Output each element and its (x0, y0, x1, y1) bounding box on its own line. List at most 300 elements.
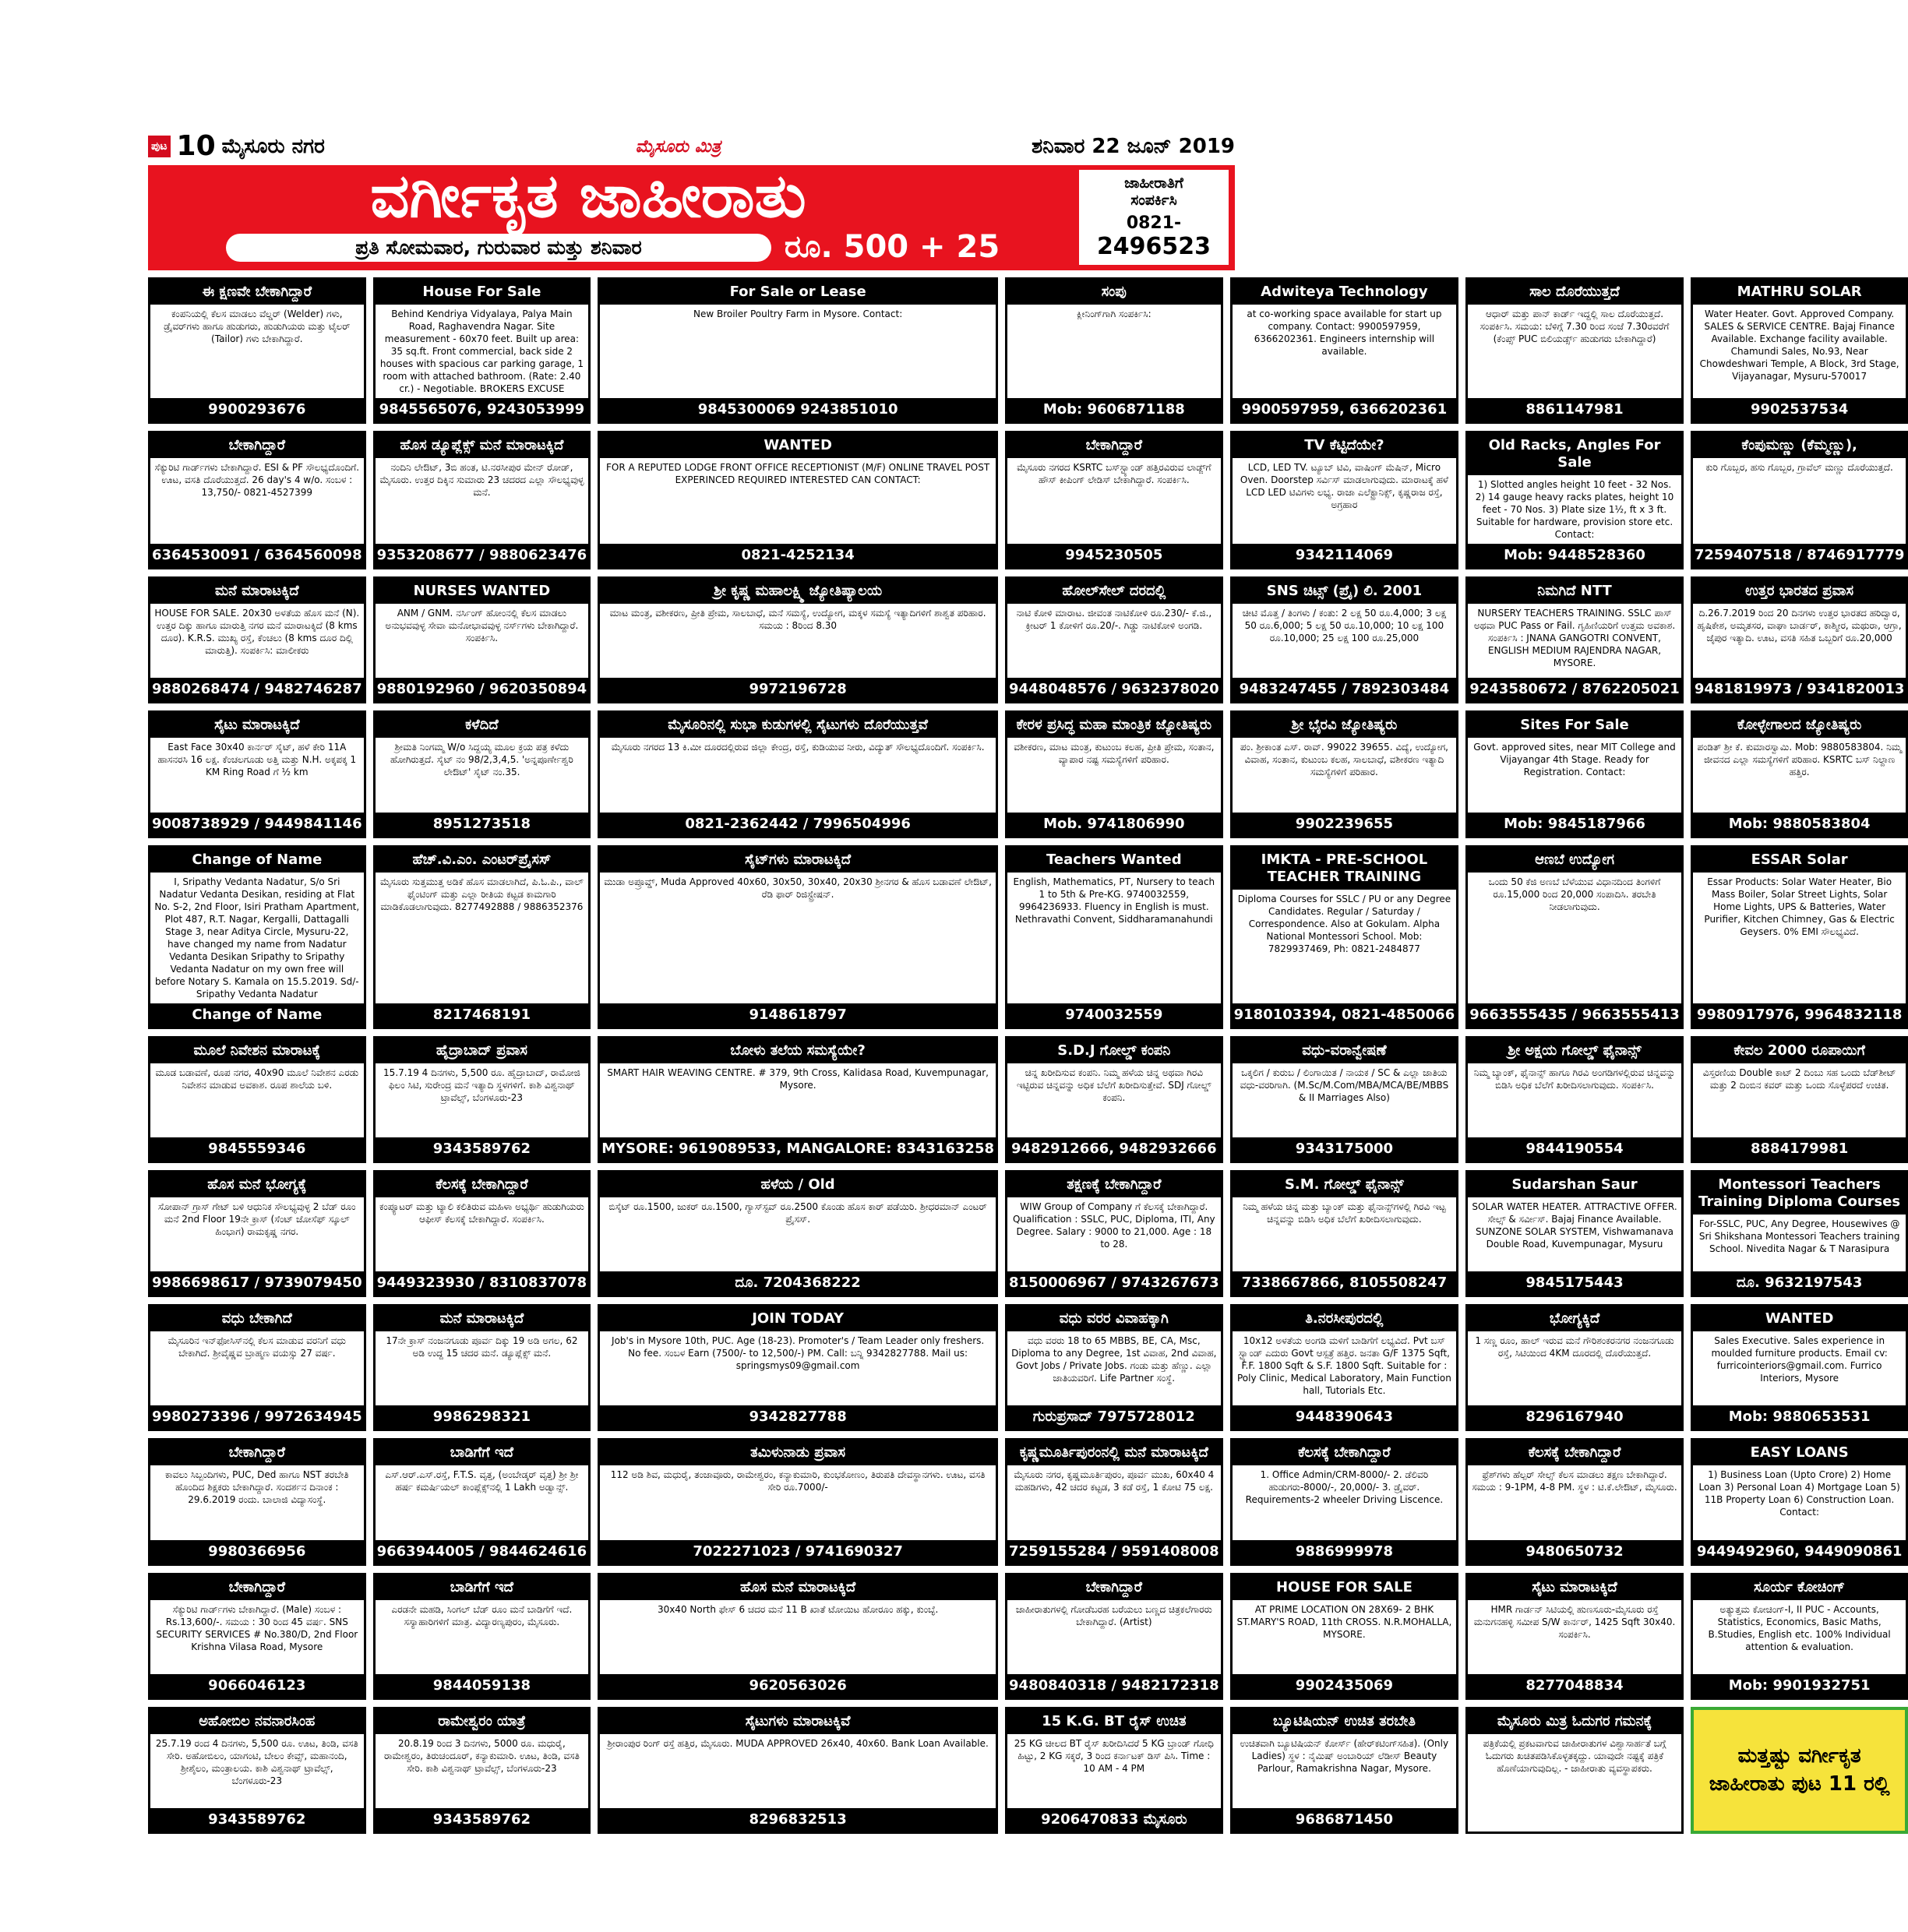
ad-body: ANM / GNM. ನರ್ಸಿಂಗ್ ಹೋಂನಲ್ಲಿ ಕೆಲಸ ಮಾಡಲು ಅನುಭವವುಳ್ಳ ಸೇವಾ ಮನೋಭಾವವುಳ್ಳ ನರ್ಸ್‌ಗಳು ಬೇಕಾಗಿದ್ದಾರೆ. ಸಂಪರ್ಕಿಸಿ. (385, 608, 579, 643)
ad-phone: Change of Name (150, 1003, 364, 1027)
ad-phone: 8150006967 / 9743267673 (1007, 1271, 1221, 1295)
classified-ad (148, 1573, 366, 1700)
classified-ad (1005, 1170, 1223, 1297)
classified-ad (1691, 1170, 1908, 1297)
ad-body: ಪತ್ರಿಕೆಯಲ್ಲಿ ಪ್ರಕಟವಾಗುವ ಜಾಹೀರಾತುಗಳ ವಿಶ್ವಾಸಾರ್ಹತೆ ಬಗ್ಗೆ ಓದುಗರು ಖಚಿತಪಡಿಸಿಕೊಳ್ಳತಕ್ಕದ್ದು. ಯಾವುದೇ ನಷ್ಟಕ್ಕೆ ಪತ್ರಿಕೆ ಹೊಣೆಯಾಗುವುದಿಲ್ಲ. - ಜಾಹೀರಾತು ವ್ಯವಸ್ಥಾಪಕರು. (1483, 1737, 1666, 1774)
ad-phone: 0821-4252134 (600, 544, 996, 567)
ad-phone: 9845559346 (150, 1137, 364, 1161)
ad-phone: ದೂ. 7204368222 (600, 1271, 996, 1295)
ad-phone: 9449492960, 9449090861 (1693, 1540, 1906, 1564)
classified-ad (148, 710, 366, 837)
ad-body: ಮತ್ತಷ್ಟು ವರ್ಗೀಕೃತ ಜಾಹೀರಾತು ಪುಟ 11 ರಲ್ಲಿ (1709, 1744, 1890, 1796)
ad-body: 1) Business Loan (Upto Crore) 2) Home Loan 3) Personal Loan 4) Mortgage Loan 5) 11B Property Loan 6) Construction Loan. Contact: (1698, 1469, 1900, 1518)
ad-title: ಕೋಳ್ಳೇಗಾಲದ ಜ್ಯೋತಿಷ್ಯರು (1693, 713, 1906, 738)
page-number: 10 (176, 130, 216, 162)
ad-body: ಮುಡಾ ಅಪ್ರೂವ್ಡ್, Muda Approved 40x60, 30x50, 30x40, 20x30 ಶ್ರೀನಗರ & ಹೊಸ ಬಡಾವಣೆ ಲೇಔಟ್, ರೆಡಿ ಫಾರ್ ರಿಜಿಸ್ಟ್ರೇಷನ್. (604, 876, 992, 900)
ad-title: ಸೈಟ್‌ಗಳು ಮಾರಾಟಕ್ಕಿದೆ (600, 848, 996, 873)
classified-ad (148, 431, 366, 569)
ad-body: ವಿಸ್ತರಣಿಯ Double ಕಾಟ್ 2 ದಿಂಬು ಸಹ ಒಂದು ಬೆಡ್‌ಶೀಟ್ ಮತ್ತು 2 ದಿಂಬಿನ ಕವರ್ ಮತ್ತು ಒಂದು ಸೊಳ್ಳೆಪರದೆ ಉಚಿತ. (1702, 1066, 1896, 1091)
classified-ad (148, 1304, 366, 1431)
ad-phone: Mob: 9448528360 (1468, 544, 1681, 567)
classified-ad (1465, 1438, 1684, 1565)
ad-title: House For Sale (376, 280, 589, 305)
ad-body: Govt. approved sites, near MIT College and Vijayangar 4th Stage. Ready for Registration. Contact: (1473, 742, 1676, 778)
ad-title: ನಿಮಗಿದೆ NTT (1468, 579, 1681, 604)
ad-body: ಎಸ್.ಆರ್.ಎಸ್.ರಸ್ತೆ, F.T.S. ವೃತ್ತ, (ಅಂಬೇಡ್ಕರ್ ವೃತ್ತ) ಶ್ರೀ ಶ್ರೀ ಹರ್ಷ ಕಮರ್ಷಿಯಲ್ ಕಾಂಪ್ಲೆಕ್ಸ್‌ನಲ್ಲಿ 1 Lakh ಅಡ್ವಾನ್ಸ್. (385, 1469, 579, 1493)
ad-body: FOR A REPUTED LODGE FRONT OFFICE RECEPTIONIST (M/F) ONLINE TRAVEL POST EXPERINCED REQUIRED INTERESTED CAN CONTACT: (606, 462, 990, 485)
ad-body: SMART HAIR WEAVING CENTRE. # 379, 9th Cross, Kalidasa Road, Kuvempunagar, Mysore. (607, 1066, 989, 1091)
ad-body: WIW Group of Company ಗೆ ಕೆಲಸಕ್ಕೆ ಬೇಕಾಗಿದ್ದಾರೆ. Qualification : SSLC, PUC, Diploma, ITI, Any Degree. Salary : 9000 to 21,000. Age : 18 to 28. (1012, 1200, 1215, 1250)
ad-title: ವಧು ವರರ ವಿವಾಹಕ್ಕಾಗಿ (1007, 1306, 1221, 1331)
ad-body: ಕಂಪ್ಯೂಟರ್ ಮತ್ತು ಟ್ಯಾಲಿ ಕಲಿತಿರುವ ಮಹಿಳಾ ಅಭ್ಯರ್ಥಿ ಹುಡುಗಿಯರು ಆಫೀಸ್ ಕೆಲಸಕ್ಕೆ ಬೇಕಾಗಿದ್ದಾರೆ. ಸಂಪರ್ಕಿಸಿ. (379, 1200, 584, 1225)
classified-ad (1005, 1438, 1223, 1565)
ad-phone: 9343175000 (1233, 1137, 1457, 1161)
ad-body: English, Mathematics, PT, Nursery to teach 1 to 5th & Pre-KG. 9740032559, 9964236933. Fluency in English is must. Nethravathi Convent, Siddharamanahundi (1013, 876, 1215, 925)
ad-body: ಬಿಸ್ಕೆಟ್ ರೂ.1500, ಜುಕರ್ ರೂ.1500, ಗ್ಯಾಸ್‌ಸ್ಟವ್ ರೂ.2500 ಕೊಂಡು ಹೊಸ ಕಾರ್ ಪಡೆಯಿರಿ. ಶ್ರೀಧರಮಾನ್ ಎಂಟರ್ ಪ್ರೈಸಸ್. (608, 1200, 987, 1225)
ad-body: ಸೋಪಾನ್ ಗ್ರಾಸ್ ಗೇಟ್ ಬಳಿ ಆಧುನಿಕ ಸೌಲಭ್ಯವುಳ್ಳ 2 ಬೆಡ್ ರೂಂ ಮನೆ 2nd Floor 19ನೇ ಕ್ರಾಸ್ (ಸೆಂಟ್ ಜೋಸೆಫ್ ಸ್ಕೂಲ್ ಹಿಂಭಾಗ) ರಾಮಕೃಷ್ಣ ನಗರ. (158, 1200, 356, 1237)
ad-body: Water Heater. Govt. Approved Company. SALES & SERVICE CENTRE. Bajaj Finance Available. Exchange facility available. Chamundi Sales, No.93, Near Chowdeshwari Temple, A Block, 3rd Stage, Vijayanagar, Mysuru-570017 (1699, 308, 1899, 382)
ad-phone: Mob: 9845187966 (1468, 813, 1681, 836)
ad-title: ಬೇಕಾಗಿದ್ದಾರೆ (1007, 433, 1221, 458)
ad-phone: 8861147981 (1468, 398, 1681, 421)
classified-ad (373, 845, 591, 1029)
ad-phone: 9980366956 (150, 1540, 364, 1564)
ad-phone: 9902537534 (1693, 398, 1906, 421)
ad-title: ಬೋಳು ತಲೆಯ ಸಮಸ್ಯೆಯೇ? (600, 1038, 996, 1063)
classified-ad (598, 277, 998, 424)
ad-title: For Sale or Lease (600, 280, 996, 305)
ad-body: NURSERY TEACHERS TRAINING. SSLC ಪಾಸ್ ಅಥವಾ PUC Pass or Fail. ಗೃಹಿಣಿಯರಿಗೆ ಉತ್ತಮ ಅವಕಾಶ. ಸಂಪರ್ಕಿಸಿ : JNANA GANGOTRI CONVENT, ENGLISH MEDIUM RAJENDRA NAGAR, MYSORE. (1473, 608, 1676, 668)
ad-title: ಹೊಸ ಮನೆ ಭೋಗ್ಯಕ್ಕೆ (150, 1172, 364, 1197)
ad-phone: 9066046123 (150, 1674, 364, 1698)
classified-ad (1691, 1304, 1908, 1431)
ad-title: ಉತ್ತರ ಭಾರತದ ಪ್ರವಾಸ (1693, 579, 1906, 604)
ad-body: ಮೂಡ ಬಡಾವಣೆ, ರೂಪ ನಗರ, 40x90 ಮೂಲೆ ನಿವೇಶನ ಎರಡು ನಿವೇಶನ ಮಾಡುವ ಅವಕಾಶ. ರೂಪ ಶಾಲೆಯ ಬಳಿ. (155, 1066, 359, 1091)
banner-subtitle: ಪ್ರತಿ ಸೋಮವಾರ, ಗುರುವಾರ ಮತ್ತು ಶನಿವಾರ (226, 234, 771, 262)
ad-phone: 9740032559 (1007, 1003, 1221, 1027)
ad-title: ಹೈದ್ರಾಬಾದ್ ಪ್ರವಾಸ (376, 1038, 589, 1063)
ad-title: TV ಕೆಟ್ಟಿದೆಯೇ? (1233, 433, 1457, 458)
ad-body: ಶ್ರೀರಾಂಪುರ ರಿಂಗ್ ರಸ್ತೆ ಹತ್ತಿರ, ಮೈಸೂರು. MUDA APPROVED 26x40, 40x60. Bank Loan Available. (607, 1737, 989, 1749)
ad-body: ನಾಟಿ ಕೋಳಿ ಮಾರಾಟ. ಜೀವಂತ ನಾಟಿಕೋಳಿ ರೂ.230/- ಕೆ.ಜಿ., ಕ್ರೀಟರ್ 1 ಕೋಳಿಗೆ ರೂ.20/-. ಗಿಡ್ಡು ನಾಟಿಕೋಳಿ ಅಂಗಡಿ. (1016, 608, 1212, 631)
ad-title: WANTED (1693, 1306, 1906, 1331)
ad-body: ನಿಮ್ಮ ಹಳೆಯ ಚಿನ್ನ ಮತ್ತು ಬ್ಯಾಂಕ್ ಮತ್ತು ಫೈನಾನ್ಸ್‌ಗಳಲ್ಲಿ ಗಿರವಿ ಇಟ್ಟ ಚಿನ್ನವನ್ನು ಬಿಡಿಸಿ ಅಧಿಕ ಬೆಲೆಗೆ ಖರೀದಿಸಲಾಗುವುದು. (1243, 1200, 1446, 1225)
ad-body: ಉಚಿತವಾಗಿ ಬ್ಯೂಟಿಷಿಯನ್ ಕೋರ್ಸ್ (ಹೇರ್‌ಕಟಿಂಗ್‌ಸಹಿತ). (Only Ladies) ಸ್ಥಳ : ನೈಮಿಷ್ ಅಂಬಾರಿಯ್ ಲೆಡೀಸ್ Beauty Parlour, Ramakrishna Nagar, Mysore. (1240, 1737, 1449, 1774)
classified-ad (1465, 710, 1684, 837)
ad-body: ಆಧಾರ್ ಮತ್ತು ಪಾನ್ ಕಾರ್ಡ್ ಇದ್ದಲ್ಲಿ ಸಾಲ ದೊರೆಯುತ್ತದೆ. ಸಂಪರ್ಕಿಸಿ. ಸಮಯ: ಬೆಳಿಗ್ಗೆ 7.30 ರಿಂದ ಸಂಜೆ 7.30ರವರೆಗೆ (ಕೆಂಪ್ಸ್ PUC ಬಿಲಿಯರ್ಡ್ಸ್ ಹುಡುಗರು ಬೇಕಾಗಿದ್ದಾರೆ) (1479, 308, 1670, 344)
ad-phone: 7259155284 / 9591408008 (1007, 1540, 1221, 1564)
ad-phone: 9945230505 (1007, 544, 1221, 567)
ad-phone: Mob: 9880653531 (1693, 1405, 1906, 1429)
ad-phone: 9343589762 (376, 1808, 589, 1832)
classified-ad (1230, 1438, 1459, 1565)
contact-line-3: 0821- (1126, 213, 1182, 233)
ad-title: ಆಣಬೆ ಉದ್ಯೋಗ (1468, 848, 1681, 873)
ad-phone: 9663944005 / 9844624616 (376, 1540, 589, 1564)
ad-title: S.D.J ಗೋಲ್ಡ್ ಕಂಪನಿ (1007, 1038, 1221, 1063)
banner-contact-box (1079, 170, 1229, 265)
page-indicator (148, 131, 325, 162)
ad-title: ಸಂಪು (1007, 280, 1221, 305)
ad-title: ಮೂಲೆ ನಿವೇಶನ ಮಾರಾಟಕ್ಕೆ (150, 1038, 364, 1063)
classified-ad (1691, 1707, 1908, 1834)
classified-ads-grid (148, 277, 1905, 1834)
classified-ad (1465, 1036, 1684, 1163)
classified-ad (373, 277, 591, 424)
ad-phone: 9008738929 / 9449841146 (150, 813, 364, 836)
ad-body: Essar Products: Solar Water Heater, Bio Mass Boiler, Solar Street Lights, Solar Home Lights, UPS & Batteries, Water Purifier, Kitchen Chimney, Gas & Electric Geysers. 0% EMI ಸೌಲಭ್ಯವಿದೆ. (1704, 876, 1895, 937)
classified-ad (1691, 576, 1908, 703)
ad-phone: 9449323930 / 8310837078 (376, 1271, 589, 1295)
classified-ad (1691, 431, 1908, 569)
ad-phone: 9686871450 (1233, 1808, 1457, 1832)
classified-ad (598, 431, 998, 569)
ad-phone: 9180103394, 0821-4850066 (1233, 1003, 1457, 1027)
ad-body: ಮೈಸೂರು ನಗರದ KSRTC ಬಸ್‌ಸ್ಟ್ಯಾಂಡ್ ಹತ್ತಿರವಿರುವ ಲಾಡ್ಜ್‌ಗೆ ಹೌಸ್ ಕೀಪಿಂಗ್ ಲೇಡಿಸ್ ಬೇಕಾಗಿದ್ದಾರೆ. ಸಂಪರ್ಕಿಸಿ. (1017, 462, 1211, 485)
classified-ad (1691, 1438, 1908, 1565)
ad-title: ಕೇವಲ 2000 ರೂಪಾಯಿಗೆ (1693, 1038, 1906, 1063)
ad-title: ಸೈಟು ಮಾರಾಟಕ್ಕಿದೆ (150, 713, 364, 738)
ad-body: 17ನೇ ಕ್ರಾಸ್ ನಂಜನಗೂಡು ಪೂರ್ವ ದಿಕ್ಕು 19 ಅಡಿ ಅಗಲ, 62 ಅಡಿ ಉದ್ದ 15 ಚದರ ಮನೆ. ಡ್ಯೂಪ್ಲೆಕ್ಸ್ ಮನೆ. (386, 1335, 578, 1359)
ad-phone: 8217468191 (376, 1003, 589, 1027)
ad-phone: 9880192960 / 9620350894 (376, 678, 589, 701)
ad-phone: 9343589762 (376, 1137, 589, 1161)
ad-title: EASY LOANS (1693, 1440, 1906, 1465)
ad-body: SOLAR WATER HEATER. ATTRACTIVE OFFER. ಸೇಲ್ಸ್ & ಸರ್ವೀಸ್. Bajaj Finance Available. SUNZONE SOLAR SYSTEM, Vishwamanava Double Road, Kuvempunagar, Mysuru (1472, 1200, 1677, 1250)
ad-body: 25.7.19 ರಂದ 4 ದಿನಗಳು, 5,500 ರೂ. ಊಟ, ತಿಂಡಿ, ವಸತಿ ಸೇರಿ. ಅಹೋಬಿಲಂ, ಯಾಗಂಟಿ, ಬೇಲಂ ಕೇವ್ಸ್, ಮಹಾನಂದಿ, ಶ್ರೀಶೈಲಂ, ಮಂತ್ರಾಲಯ. ಕಾಶಿ ವಿಶ್ವನಾಥ್ ಟ್ರಾವೆಲ್ಸ್, ಬೆಂಗಳೂರು-23 (155, 1737, 358, 1786)
classified-ad (373, 576, 591, 703)
contact-line-2: ಸಂಪರ್ಕಿಸಿ (1130, 192, 1177, 209)
ad-phone: 9845565076, 9243053999 (376, 398, 589, 421)
classified-ad (1691, 1036, 1908, 1163)
classified-ad (1465, 1170, 1684, 1297)
ad-title: Sudarshan Saur (1468, 1172, 1681, 1197)
ad-phone: 9900597959, 6366202361 (1233, 398, 1457, 421)
ad-phone: 9880268474 / 9482746287 (150, 678, 364, 701)
classified-ad (373, 1170, 591, 1297)
ad-title: IMKTA - PRE-SCHOOL TEACHER TRAINING (1233, 848, 1457, 890)
top-bar (148, 131, 1235, 162)
classified-ad (1230, 710, 1459, 837)
classified-ad (598, 1573, 998, 1700)
classified-ad (1005, 710, 1223, 837)
ad-body: ಎರಡನೇ ಮಹಡಿ, ಸಿಂಗಲ್ ಬೆಡ್ ರೂಂ ಮನೆ ಬಾಡಿಗೆಗೆ ಇದೆ. ಸಸ್ಯಾಹಾರಿಗಳಿಗೆ ಮಾತ್ರ. ವಿದ್ಯಾರಣ್ಯಪುರಂ, ಮೈಸೂರು. (391, 1603, 573, 1627)
ad-title: ವಧು ಬೇಕಾಗಿದೆ (150, 1306, 364, 1331)
classified-ad (1465, 576, 1684, 703)
classified-ad (1005, 431, 1223, 569)
ad-phone: 9483247455 / 7892303484 (1233, 678, 1457, 701)
ad-phone: MYSORE: 9619089533, MANGALORE: 8343163258 (600, 1137, 996, 1161)
ad-body: at co-working space available for start up company. Contact: 9900597959, 6366202361. Engineers internship will available. (1247, 308, 1442, 357)
ad-title: MATHRU SOLAR (1693, 280, 1906, 305)
classified-ad (1005, 576, 1223, 703)
classified-ad (598, 1438, 998, 1565)
ad-phone: 9980273396 / 9972634945 (150, 1405, 364, 1429)
classified-ad (1230, 431, 1459, 569)
classified-ad (598, 1707, 998, 1834)
ad-body: ವಧು ವರರು 18 to 65 MBBS, BE, CA, Msc, Diploma to any Degree, 1st ವಿವಾಹ, 2nd ವಿವಾಹ, Govt Jobs / Private Jobs. ಗಂಡು ಮತ್ತು ಹೆಣ್ಣು. ಎಲ್ಲಾ ಜಾತಿಯವರಿಗೆ. Life Partner ಸಂಸ್ಥೆ. (1011, 1335, 1217, 1384)
ad-body: ಅತ್ಯುತ್ತಮ ಕೋಚಿಂಗ್-I, II PUC - Accounts, Statistics, Economics, Basic Maths, B.Studies, English etc. 100% Individual attention & evaluation. (1708, 1603, 1891, 1652)
ad-body: ಮೈಸೂರು ನಗರದ 13 ಕಿ.ಮೀ ದೂರದಲ್ಲಿರುವ ಜಿಲ್ಲಾ ಕೇಂದ್ರ, ರಸ್ತೆ, ಕುಡಿಯುವ ನೀರು, ವಿದ್ಯುತ್ ಸೌಲಭ್ಯದೊಂದಿಗೆ. ಸಂಪರ್ಕಿಸಿ. (611, 742, 985, 753)
ad-title: ಶ್ರೀ ಕೃಷ್ಣ ಮಹಾಲಕ್ಷ್ಮಿ ಜ್ಯೋತಿಷ್ಯಾಲಯ (600, 579, 996, 604)
ad-title: Adwiteya Technology (1233, 280, 1457, 305)
ad-title: ತಕ್ಷಣಕ್ಕೆ ಬೇಕಾಗಿದ್ದಾರೆ (1007, 1172, 1221, 1197)
classified-ad (1230, 1707, 1459, 1834)
ad-title: ಕೇರಳ ಪ್ರಸಿದ್ಧ ಮಹಾ ಮಾಂತ್ರಿಕ ಜ್ಯೋತಿಷ್ಯರು (1007, 713, 1221, 738)
ad-title: ವಧು-ವರಾನ್ವೇಷಣೆ (1233, 1038, 1457, 1063)
classified-ad (1691, 1573, 1908, 1700)
classified-ad (1465, 1707, 1684, 1834)
ad-title: SNS ಚಿಟ್ಸ್ (ಪ್ರೈ) ಲಿ. 2001 (1233, 579, 1457, 604)
ad-body: ನಿಮ್ಮ ಬ್ಯಾಂಕ್, ಫೈನಾನ್ಸ್ ಹಾಗೂ ಗಿರವಿ ಅಂಗಡಿಗಳಲ್ಲಿರುವ ಚಿನ್ನವನ್ನು ಬಿಡಿಸಿ ಅಧಿಕ ಬೆಲೆಗೆ ಖರೀದಿಸಲಾಗುವುದು. ಸಂಪರ್ಕಿಸಿ. (1473, 1066, 1676, 1091)
classified-ad (1465, 1573, 1684, 1700)
classified-ad (1691, 277, 1908, 424)
ad-phone: Mob: 9880583804 (1693, 813, 1906, 836)
ad-title: Montessori Teachers Training Diploma Courses (1693, 1172, 1906, 1215)
ad-title: ಮನೆ ಮಾರಾಟಕ್ಕಿದೆ (376, 1306, 589, 1331)
ad-phone: 9845175443 (1468, 1271, 1681, 1295)
ad-body: ನಂದಿನಿ ಲೇಔಟ್, 3ಬಿ ಹಂತ, ಟಿ.ನರಸೀಪುರ ಮೇನ್ ರೋಡ್, ಮೈಸೂರು. ಉತ್ತರ ದಿಕ್ಕಿನ ಸುಮಾರು 23 ಚದರದ ಎಲ್ಲಾ ಸೌಲಭ್ಯವುಳ್ಳ ಮನೆ. (379, 462, 584, 498)
ad-title: ಬೇಕಾಗಿದ್ದಾರೆ (1007, 1575, 1221, 1600)
classified-ad (1005, 1707, 1223, 1834)
classified-ad (148, 1036, 366, 1163)
ad-body: ಮೈಸೂರು ಸುತ್ತಮುತ್ತ ಅಡಿಕೆ ಹೊಸ ಮಾಡಲಾಗಿದೆ, ಪಿ.ಓ.ಪಿ., ವಾಲ್ ಫೈಂಟಿಂಗ್ ಮತ್ತು ಎಲ್ಲಾ ರೀತಿಯ ಕಟ್ಟಡ ಕಾಮಗಾರಿ ಮಾಡಿಕೊಡಲಾಗುವುದು. 8277492888 / 9886352376 (380, 876, 584, 912)
classified-ad (598, 845, 998, 1029)
ad-phone: 7022271023 / 9741690327 (600, 1540, 996, 1564)
ad-title: Teachers Wanted (1007, 848, 1221, 873)
classified-ad (1230, 1573, 1459, 1700)
ad-body: 25 KG ಚೀಲದ BT ರೈಸ್ ಖರೀದಿಸಿದರೆ 5 KG ಬ್ರಾಂಡ್ ಗೋಧಿ ಹಿಟ್ಟು, 2 KG ಸಕ್ಕರೆ, 3 ರಿಂದ ಕರ್ನಾಟಕ್ ಡಿಸ್ ಪಿಸಿ. Time : 10 AM - 4 PM (1014, 1737, 1214, 1774)
ad-phone: Mob: 9606871188 (1007, 398, 1221, 421)
ad-phone: 9148618797 (600, 1003, 996, 1027)
classified-ad (373, 1438, 591, 1565)
ad-title: ಶ್ರೀ ಭೈರವಿ ಜ್ಯೋತಿಷ್ಯರು (1233, 713, 1457, 738)
ad-phone: 9902239655 (1233, 813, 1457, 836)
ad-title: ಸೈಟು ಮಾರಾಟಕ್ಕಿದೆ (1468, 1575, 1681, 1600)
ad-body: ಕ್ಲೀನಿಂಗ್‌ಗಾಗಿ ಸಂಪರ್ಕಿಸಿ: (1077, 308, 1152, 319)
classified-ad (1005, 1573, 1223, 1700)
ad-body: 1. Office Admin/CRM-8000/- 2. ಡೆಲಿವರಿ ಹುಡುಗರು-8000/-, 20,000/- 3. ಡ್ರೈವರ್. Requirements-2 wheeler Driving Liscence. (1245, 1469, 1444, 1506)
ad-phone: 9844190554 (1468, 1137, 1681, 1161)
classified-ad (148, 845, 366, 1029)
ad-body: ಸೆಕ್ಯುರಿಟಿ ಗಾರ್ಡ್‌ಗಳು ಬೇಕಾಗಿದ್ದಾರೆ. (Male) ಸಂಬಳ : Rs.13,600/-. ಸಮಯ : 30 ರಿಂದ 45 ವರ್ಷ. SNS SECURITY SERVICES # No.380/D, 2nd Floor Krishna Vilasa Road, Mysore (156, 1603, 358, 1652)
ad-phone: 8296832513 (600, 1808, 996, 1832)
ad-title: NURSES WANTED (376, 579, 589, 604)
classified-ad (148, 576, 366, 703)
ad-phone: 6364530091 / 6364560098 (150, 544, 364, 567)
ad-body: ಒಂದು 50 ಕೆಜಿ ಅಣಬೆ ಬೆಳೆಯುವ ವಿಧಾನದಿಂದ ತಿಂಗಳಿಗೆ ರೂ.15,000 ರಿಂದ 20,000 ಸಂಪಾದಿಸಿ. ತರಬೇತಿ ನೀಡಲಾಗುವುದು. (1488, 876, 1661, 912)
ad-phone: 8277048834 (1468, 1674, 1681, 1698)
ad-body: AT PRIME LOCATION ON 28X69- 2 BHK ST.MARY'S ROAD, 11th CROSS. N.R.MOHALLA, MYSORE. (1236, 1603, 1452, 1640)
ad-title: ಹೋಲ್‌ಸೇಲ್ ದರದಲ್ಲಿ (1007, 579, 1221, 604)
ad-phone: 0821-2362442 / 7996504996 (600, 813, 996, 836)
ad-body: East Face 30x40 ಕಾರ್ನರ್ ಸೈಟ್, ಹಳೆ ಕೇರಿ 11A ಹಾಸನರಸಿ 16 ಲಕ್ಷ. ಕೆಂಚಲಗೂಡು ಅತ್ತಿ ಮತ್ತು N.H. ಅಕ್ಕಪಕ್ಕ 1 KM Ring Road ಗೆ ½ km (157, 742, 357, 778)
ad-body: ಚಿನ್ನ ಖರೀದಿಸುವ ಕಂಪನಿ. ನಿಮ್ಮ ಹಳೆಯ ಚಿನ್ನ ಅಥವಾ ಗಿರವಿ ಇಟ್ಟಿರುವ ಚಿನ್ನವನ್ನು ಅಧಿಕ ಬೆಲೆಗೆ ಖರೀದಿಸುತ್ತೇವೆ. SDJ ಗೋಲ್ಡ್ ಕಂಪನಿ. (1016, 1066, 1211, 1103)
ad-phone: 9844059138 (376, 1674, 589, 1698)
ad-title: ತಿ.ನರಸೀಪುರದಲ್ಲಿ (1233, 1306, 1457, 1331)
ad-title: ಹೆಚ್.ವಿ.ಎಂ. ಎಂಟರ್‌ಪ್ರೈಸಸ್ (376, 848, 589, 873)
ad-title: ಮೈಸೂರು ಮಿತ್ರ ಓದುಗರ ಗಮನಕ್ಕೆ (1468, 1709, 1681, 1734)
ad-phone: 9343589762 (150, 1808, 364, 1832)
ad-body: I, Sripathy Vedanta Nadatur, S/o Sri Nadatur Vedanta Desikan, residing at Flat No. S-2, 2nd Floor, Isiri Pratham Apartment, Plot 487, R.T. Nagar, Kergalli, Dattagalli Stage 3, near Aditya Circle, Mysuru-22, have changed my name from Nadatur Vedanta Desikan Sripathy to Sripathy Vedanta Nadatur on my own free will before Notary S. Kamala on 15.5.2019. Sd/- Sripathy Vedanta Nadatur (154, 876, 360, 999)
ad-phone: 9663555435 / 9663555413 (1468, 1003, 1681, 1027)
paper-logo: ಮೈಸೂರು ಮಿತ್ರ (635, 136, 721, 157)
ad-phone: 7338667866, 8105508247 (1233, 1271, 1457, 1295)
ad-phone: 9900293676 (150, 398, 364, 421)
ad-phone: 9886999978 (1233, 1540, 1457, 1564)
classified-ad (1005, 845, 1223, 1029)
classified-ad (1005, 1036, 1223, 1163)
ad-body: Diploma Courses for SSLC / PU or any Degree Candidates. Regular / Saturday / Correspondence. Also at Gokulam. Alpha National Montessori School. Mob: 7829937469, Ph: 0821-2484877 (1237, 893, 1451, 954)
ad-body: ಕುರಿ ಗೊಬ್ಬರ, ಹಸು ಗೊಬ್ಬರ, ಗ್ರಾವೆಲ್ ಮಣ್ಣು ದೊರೆಯುತ್ತದೆ. (1705, 462, 1893, 473)
ad-body: ಒಕ್ಕಲಿಗ / ಕುರುಬ / ಲಿಂಗಾಯಿತ / ನಾಯಕ / SC & ಎಲ್ಲಾ ಜಾತಿಯ ವಧು-ವರರಿಗಾಗಿ. (M.Sc/M.Com/MBA/MCA/BE/MBBS & II Marriages Also) (1240, 1066, 1449, 1103)
ad-phone: 9206470833 ಮೈಸೂರು (1007, 1808, 1221, 1832)
classified-ad (598, 1304, 998, 1431)
ad-title: ಕೆಂಪುಮಣ್ಣು (ಕೆಮ್ಮಣ್ಣು), (1693, 433, 1906, 458)
page-label: ಪುಟ (148, 136, 171, 157)
classified-ad (373, 431, 591, 569)
classified-banner (148, 161, 1235, 270)
classified-ad (148, 277, 366, 424)
ad-title: ಭೋಗ್ಯಕ್ಕಿದೆ (1468, 1306, 1681, 1331)
ad-title: ಕೆಲಸಕ್ಕೆ ಬೇಕಾಗಿದ್ದಾರೆ (1468, 1440, 1681, 1465)
ad-body: HOUSE FOR SALE. 20x30 ಅಳತೆಯ ಹೊಸ ಮನೆ (N). ಉತ್ತರ ದಿಕ್ಕು ಹಾಗೂ ಮಾರುತ್ತಿ ನಗರ ಮನೆ ಮಾರಾಟಕ್ಕಿದೆ (8 kms ದೂರ). K.R.S. ಮುಖ್ಯ ರಸ್ತೆ, ಕೆಂಚಲು (8 kms ದೂರ ದಿಲ್ಲಿ ಮಾರುತ್ತಿ). ಸಂಪರ್ಕಿಸಿ: ಮಾಲೀಕರು (154, 608, 360, 656)
ad-body: ಪಂ. ಶ್ರೀಕಾಂತ ಎಸ್. ರಾವ್. 99022 39655. ವಿದ್ಯೆ, ಉದ್ಯೋಗ, ವಿವಾಹ, ಸಂತಾನ, ಕುಟುಂಬ ಕಲಹ, ಸಾಲಬಾಧೆ, ವಶೀಕರಣ ಇತ್ಯಾದಿ ಸಮಸ್ಯೆಗಳಿಗೆ ಪರಿಹಾರ. (1240, 742, 1449, 778)
ad-phone: 9480650732 (1468, 1540, 1681, 1564)
ad-body: 30x40 North ಫೇಸ್ 6 ಚದರ ಮನೆ 11 B ಖಾತೆ ಟೋಯಿಟ ಹೋರೂಂ ಹಕ್ಕು, ಕುಂಬ್ಳೆ. (657, 1603, 939, 1615)
ad-phone: 9342114069 (1233, 544, 1457, 567)
ad-title: ತಮಿಳುನಾಡು ಪ್ರವಾಸ (600, 1440, 996, 1465)
classified-ad (373, 1036, 591, 1163)
classified-ad (148, 1170, 366, 1297)
ad-body: ಕಾವಲು ಸಿಬ್ಬಂದಿಗಳು, PUC, Ded ಹಾಗೂ NST ತರಬೇತಿ ಹೊಂದಿದ ಶಿಕ್ಷಕರು ಬೇಕಾಗಿದ್ದಾರೆ. ಸಂದರ್ಶನ ದಿನಾಂಕ : 29.6.2019 ರಂದು. ಬಾಲಾಜಿ ವಿದ್ಯಾಸಂಸ್ಥೆ. (164, 1469, 349, 1506)
ad-title: ಮನೆ ಮಾರಾಟಕ್ಕಿದೆ (150, 579, 364, 604)
ad-title: HOUSE FOR SALE (1233, 1575, 1457, 1600)
ad-body: New Broiler Poultry Farm in Mysore. Contact: (693, 308, 903, 319)
ad-title: ಕೃಷ್ಣಮೂರ್ತಿಪುರಂನಲ್ಲಿ ಮನೆ ಮಾರಾಟಕ್ಕಿದೆ (1007, 1440, 1221, 1465)
ad-phone: 8296167940 (1468, 1405, 1681, 1429)
ad-title: WANTED (600, 433, 996, 458)
ad-title: ಕಳೆದಿದೆ (376, 713, 589, 738)
ad-phone: 9243580672 / 8762205021 (1468, 678, 1681, 701)
classified-ad (148, 1707, 366, 1834)
ad-phone: 9448048576 / 9632378020 (1007, 678, 1221, 701)
ad-body: HMR ಗಾರ್ಡನ್ ಸಿಟಿಯಲ್ಲಿ ಹುಣಸೂರು-ಮೈಸೂರು ರಸ್ತೆ ಮನುಗನಹಳ್ಳಿ ಸಮೀಪ S/W ಕಾರ್ನರ್, 1425 Sqft 30x40. ಸಂಪರ್ಕಿಸಿ. (1473, 1603, 1676, 1640)
ad-body: ಮೈಸೂರು ನಗರ, ಕೃಷ್ಣಮೂರ್ತಿಪುರಂ, ಪೂರ್ವ ಮುಖ, 60x40 4 ಮಹಡಿಗಳು, 42 ಚದರ ಕಟ್ಟಡ, 3 ಕಡೆ ರಸ್ತೆ, 1 ಕೋಟಿ 75 ಲಕ್ಷ. (1014, 1469, 1215, 1493)
ad-title: Change of Name (150, 848, 364, 873)
ad-body: 10x12 ಅಳತೆಯ ಅಂಗಡಿ ಮಳಿಗೆ ಬಾಡಿಗೆಗೆ ಲಭ್ಯವಿದೆ. Pvt ಬಸ್ ಸ್ಟ್ಯಾಂಡ್ ಎದುರು Govt ಆಸ್ಪತ್ರೆ ಹತ್ತಿರ. ಜನತಾ G/F 1375 Sqft, F.F. 1800 Sqft & S.F. 1800 Sqft. Suitable for : Poly Clinic, Medical Laboratory, Main Function hall, Tutorials Etc. (1236, 1335, 1451, 1396)
ad-title: ಈ ಕ್ಷಣವೇ ಬೇಕಾಗಿದ್ದಾರೆ (150, 280, 364, 305)
classified-ad (598, 1036, 998, 1163)
ad-body: Sales Executive. Sales experience in moulded furniture products. Email cv: furricointeriors@gmail.com. Furrico Interiors, Mysore (1711, 1335, 1888, 1384)
classified-ad (1465, 277, 1684, 424)
issue-date: ಶನಿವಾರ 22 ಜೂನ್ 2019 (1032, 134, 1235, 158)
ad-body: LCD, LED TV. ಟ್ಯೂಬ್ ಟಿವಿ, ವಾಷಿಂಗ್ ಮೆಷಿನ್, Micro Oven. Doorstep ಸರ್ವಿಸ್ ಮಾಡಲಾಗುವುದು. ಮಾರಾಟಕ್ಕೆ ಹಳೆ LCD LED ಟಿವಿಗಳು ಲಭ್ಯ. ರಾಜಾ ಎಲೆಕ್ಟ್ರಾನಿಕ್ಸ್, ಕೃಷ್ಣರಾಜ ರಸ್ತೆ, ಅಗ್ರಹಾರ (1240, 462, 1448, 510)
ad-title: ಕೆಲಸಕ್ಕೆ ಬೇಕಾಗಿದ್ದಾರೆ (1233, 1440, 1457, 1465)
ad-title: ಹೊಸ ಮನೆ ಮಾರಾಟಕ್ಕಿದೆ (600, 1575, 996, 1600)
ad-phone: 9620563026 (600, 1674, 996, 1698)
ad-body: ಜಾಹೀರಾತುಗಳಲ್ಲಿ ಗೋಡೆಬರಹ ಬರೆಯಲು ಬಣ್ಣದ ಚಿತ್ರಕಲೆಗಾರರು ಬೇಕಾಗಿದ್ದಾರೆ. (Artist) (1015, 1603, 1212, 1627)
ad-phone: 9986298321 (376, 1405, 589, 1429)
ad-body: 1) Slotted angles height 10 feet - 32 Nos. 2) 14 gauge heavy racks plates, height 10 feet - 70 Nos. 3) Plate size 1½, ft x 3 ft. Suitable for hardware, provision store etc. Contact: (1475, 479, 1674, 540)
classified-ad (1005, 277, 1223, 424)
ad-phone: 9902435069 (1233, 1674, 1457, 1698)
classified-ad (1005, 1304, 1223, 1431)
ad-title: ಸಾಲ ದೊರೆಯುತ್ತದೆ (1468, 280, 1681, 305)
classified-ad (1691, 845, 1908, 1029)
classified-ad (148, 1438, 366, 1565)
classified-ad (598, 576, 998, 703)
ad-title: Old Racks, Angles For Sale (1468, 433, 1681, 475)
ad-phone: 7259407518 / 8746917779 (1693, 544, 1906, 567)
ad-title: ರಾಮೇಶ್ವರಂ ಯಾತ್ರೆ (376, 1709, 589, 1734)
ad-title: ಸೈಟುಗಳು ಮಾರಾಟಕ್ಕಿವೆ (600, 1709, 996, 1734)
ad-title: ESSAR Solar (1693, 848, 1906, 873)
classified-ad (373, 1707, 591, 1834)
classified-ad (373, 710, 591, 837)
ad-title: ಬಾಡಿಗೆಗೆ ಇದೆ (376, 1575, 589, 1600)
ad-title: ಬಾಡಿಗೆಗೆ ಇದೆ (376, 1440, 589, 1465)
ad-title: ಹಳೆಯ / Old (600, 1172, 996, 1197)
banner-title: ವರ್ಗೀಕೃತ ಜಾಹೀರಾತು (370, 161, 806, 231)
classified-ad (1465, 845, 1684, 1029)
classified-ad (1230, 277, 1459, 424)
contact-line-1: ಜಾಹೀರಾತಿಗೆ (1124, 175, 1183, 192)
ad-title: Sites For Sale (1468, 713, 1681, 738)
ad-title: JOIN TODAY (600, 1306, 996, 1331)
classified-ad (1230, 1304, 1459, 1431)
classified-ad (598, 1170, 998, 1297)
ad-title: ಬೇಕಾಗಿದ್ದಾರೆ (150, 1440, 364, 1465)
classified-ad (1230, 845, 1459, 1029)
ad-title: ಶ್ರೀ ಅಕ್ಷಯ ಗೋಲ್ಡ್ ಫೈನಾನ್ಸ್ (1468, 1038, 1681, 1063)
ad-body: ಫ್ರೆಶ್‌ಗಳು ಹೆಲ್ಪರ್ ಸೇಲ್ಸ್ ಕೆಲಸ ಮಾಡಲು ತಕ್ಷಣ ಬೇಕಾಗಿದ್ದಾರೆ. ಸಮಯ : 9-1PM, 4-8 PM. ಸ್ಥಳ : ಟಿ.ಕೆ.ಲೇಔಟ್, ಮೈಸೂರು. (1472, 1469, 1677, 1493)
classified-ad (1230, 1170, 1459, 1297)
contact-line-4: 2496523 (1096, 233, 1211, 260)
ad-body: ಶ್ರೀಮತಿ ನಿಂಗಮ್ಮ W/o ಸಿದ್ದಯ್ಯ ಮೂಲ ಕ್ರಯ ಪತ್ರ ಕಳೆದು ಹೋಗಿರುತ್ತದೆ. ಸೈಟ್ ನಂ 98/2,3,4,5. 'ಅನ್ನಪೂರ್ಣೇಶ್ವರಿ ಲೇಔಟ್' ಸೈಟ್ ನಂ.35. (390, 742, 573, 778)
ad-body: ದಿ.26.7.2019 ರಿಂದ 20 ದಿನಗಳು ಉತ್ತರ ಭಾರತದ ಹರಿದ್ವಾರ, ಹೃಷಿಕೇಶ, ಅಮೃತಸರ, ವಾಘಾ ಬಾರ್ಡರ್, ಕಾಶ್ಮೀರ, ಮಥುರಾ, ಆಗ್ರಾ, ಜೈಪುರ ಇತ್ಯಾದಿ. ಊಟ, ವಸತಿ ಸಹಿತ ಒಬ್ಬರಿಗೆ ರೂ.20,000 (1697, 608, 1902, 643)
ad-phone: 9353208677 / 9880623476 (376, 544, 589, 567)
classified-ad (1465, 1304, 1684, 1431)
ad-body: ಪಂಡಿತ್ ಶ್ರೀ ಕೆ. ಕುಮಾರಸ್ವಾಮಿ. Mob: 9880583804. ನಿಮ್ಮ ಜೀವನದ ಎಲ್ಲಾ ಸಮಸ್ಯೆಗಳಿಗೆ ಪರಿಹಾರ. KSRTC ಬಸ್ ನಿಲ್ದಾಣ ಹತ್ತಿರ. (1697, 742, 1902, 778)
ad-title: ಸೂರ್ಯ ಕೋಚಿಂಗ್ (1693, 1575, 1906, 1600)
ad-phone: ಗುರುಪ್ರಸಾದ್ 7975728012 (1007, 1405, 1221, 1429)
ad-title: ಬೇಕಾಗಿದ್ದಾರೆ (150, 1575, 364, 1600)
ad-body: 20.8.19 ರಿಂದ 3 ದಿನಗಳು, 5000 ರೂ. ಮಧುರೈ, ರಾಮೇಶ್ವರಂ, ತಿರುಚಂದೂರ್, ಕನ್ಯಾಕುಮಾರಿ. ಊಟ, ತಿಂಡಿ, ವಸತಿ ಸೇರಿ. ಕಾಶಿ ವಿಶ್ವನಾಥ್ ಟ್ರಾವೆಲ್ಸ್, ಬೆಂಗಳೂರು-23 (383, 1737, 580, 1774)
ad-body: 15.7.19 4 ದಿನಗಳು, 5,500 ರೂ. ಹೈದ್ರಾಬಾದ್, ರಾಮೋಜಿ ಫಿಲಂ ಸಿಟಿ, ಸುರೇಂದ್ರ ಮನೆ ಇತ್ಯಾದಿ ಸ್ಥಳಗಳಿಗೆ. ಕಾಶಿ ವಿಶ್ವನಾಥ್ ಟ್ರಾವೆಲ್ಸ್, ಬೆಂಗಳೂರು-23 (383, 1066, 580, 1103)
ad-phone: 9481819973 / 9341820013 (1693, 678, 1906, 701)
classified-ad (1230, 1036, 1459, 1163)
ad-title: ಅಹೋಬಿಲ ನವನಾರಸಿಂಹ (150, 1709, 364, 1734)
ad-body: ಕಂಪನಿಯಲ್ಲಿ ಕೆಲಸ ಮಾಡಲು ವೆಲ್ಡರ್ (Welder) ಗಳು, ಡ್ರೈವರ್‌ಗಳು ಹಾಗೂ ಹುಡುಗರು, ಹುಡುಗಿಯರು ಮತ್ತು ಟೈಲರ್ (Tailor) ಗಳು ಬೇಕಾಗಿದ್ದಾರೆ. (164, 308, 351, 344)
classified-ad (1465, 431, 1684, 569)
ad-title: ಕೆಲಸಕ್ಕೆ ಬೇಕಾಗಿದ್ದಾರೆ (376, 1172, 589, 1197)
ad-body: 112 ಅಡಿ ಶಿವ, ಮಧುರೈ, ತಂಜಾವೂರು, ರಾಮೇಶ್ವರಂ, ಕನ್ಯಾಕುಮಾರಿ, ಕುಂಭಕೋಣಂ, ತಿರುಪತಿ ದೇವಸ್ಥಾನಗಳು. ಊಟ, ವಸತಿ ಸೇರಿ ರೂ.7000/- (610, 1469, 986, 1493)
ad-phone: 9448390643 (1233, 1405, 1457, 1429)
ad-title: ಹೊಸ ಡ್ಯೂಪ್ಲೆಕ್ಸ್ ಮನೆ ಮಾರಾಟಕ್ಕಿದೆ (376, 433, 589, 458)
ad-title: S.M. ಗೋಲ್ಡ್ ಫೈನಾನ್ಸ್ (1233, 1172, 1457, 1197)
ad-body: ಸೆಕ್ಯುರಿಟಿ ಗಾರ್ಡ್‌ಗಳು ಬೇಕಾಗಿದ್ದಾರೆ. ESI & PF ಸೌಲಭ್ಯದೊಂದಿಗೆ. ಊಟ, ವಸತಿ ದೊರೆಯುತ್ತದೆ. 26 day's 4 w/o. ಸಂಬಳ : 13,750/- 0821-4527399 (154, 462, 360, 498)
ad-body: ಮೈಸೂರಿನ ಇನ್‌ಫೋಸಿಸ್‌ನಲ್ಲಿ ಕೆಲಸ ಮಾಡುವ ವರನಿಗೆ ವಧು ಬೇಕಾಗಿದೆ. ಶ್ರೀವೈಷ್ಣವ ಬ್ರಾಹ್ಮಣ ವಯಸ್ಸು 27 ವರ್ಷ. (168, 1335, 346, 1359)
ad-phone: 8884179981 (1693, 1137, 1906, 1161)
classified-ad (373, 1304, 591, 1431)
ad-phone: 9986698617 / 9739079450 (150, 1271, 364, 1295)
ad-phone: Mob. 9741806990 (1007, 813, 1221, 836)
ad-phone: ದೂ. 9632197543 (1693, 1271, 1906, 1295)
ad-body: ಮಾಟ ಮಂತ್ರ, ವಶೀಕರಣ, ಪ್ರೀತಿ ಪ್ರೇಮ, ಸಾಲಬಾಧೆ, ಮನೆ ಸಮಸ್ಯೆ, ಉದ್ಯೋಗ, ಮಕ್ಕಳ ಸಮಸ್ಯೆ ಇತ್ಯಾದಿಗಳಿಗೆ ಶಾಶ್ವತ ಪರಿಹಾರ. ಸಮಯ : 8ರಿಂದ 8.30 (609, 608, 986, 631)
ad-body: For-SSLC, PUC, Any Degree, Housewives @ Sri Shikshana Montessori Teachers training School. Nivedita Nagar & T Narasipura (1698, 1218, 1900, 1254)
ad-body: Behind Kendriya Vidyalaya, Palya Main Road, Raghavendra Nagar. Site measurement - 60x70 feet. Built up area: 35 sq.ft. Front commercial, back side 2 houses with spacious car parking garage, 1 room with attached bathroom. (Rate: 2.40 cr.) - Negotiable. BROKERS EXCUSE (379, 308, 584, 394)
